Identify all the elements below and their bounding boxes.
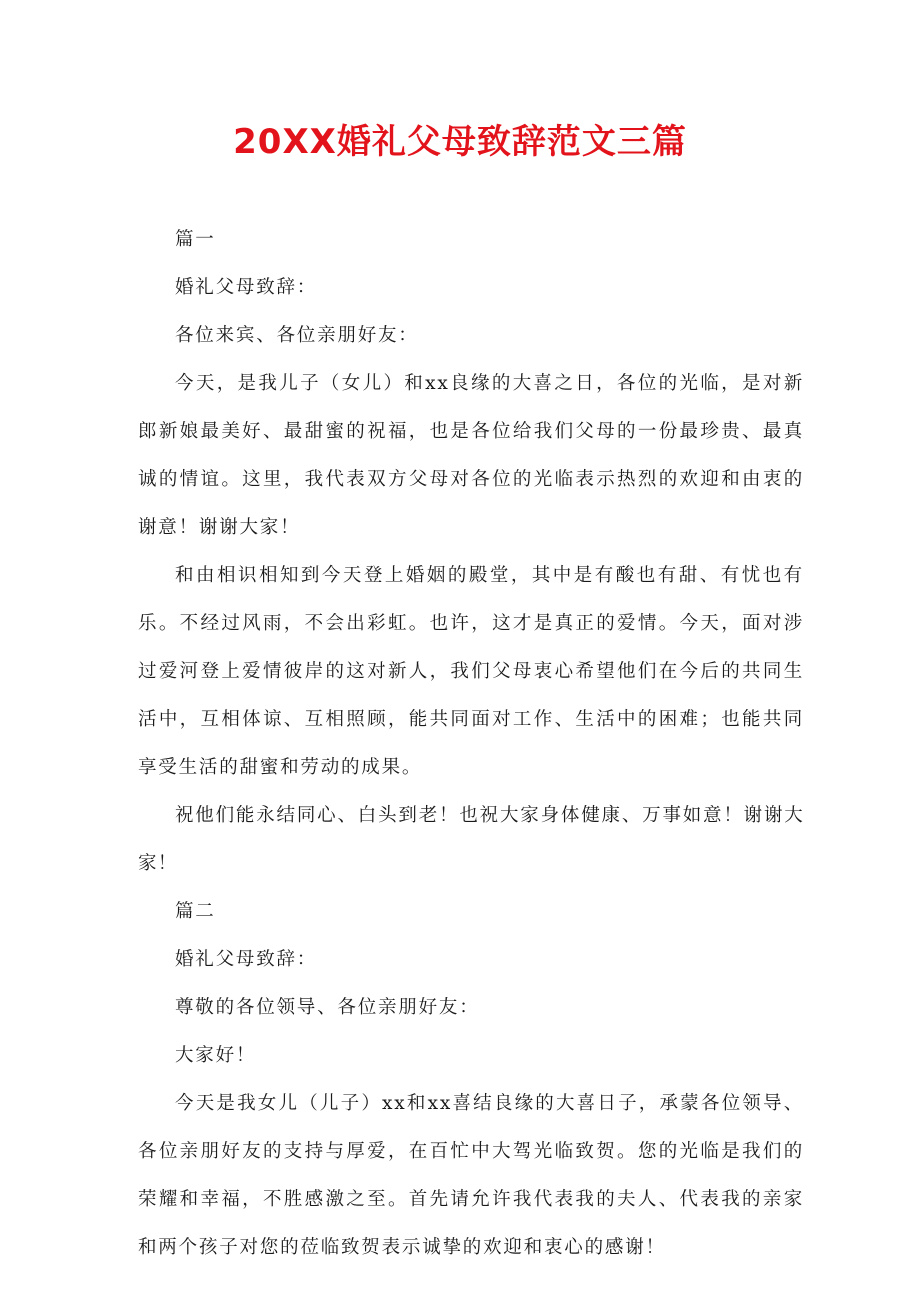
document-title: 20XX婚礼父母致辞范文三篇 <box>233 122 687 162</box>
section-heading-2: 篇二 <box>175 901 216 922</box>
salutation: 各位来宾、各位亲朋好友： <box>175 325 419 346</box>
speech-title: 婚礼父母致辞： <box>175 949 318 970</box>
section-heading-1: 篇一 <box>175 229 216 250</box>
body-paragraph: 和由相识相知到今天登上婚姻的殿堂，其中是有酸也有甜、有忧也有乐。不经过风雨，不会出彩虹。也许，这才是真正的爱情。今天，面对涉过爱河登上爱情彼岸的这对新人，我们父母衷心希望他们在今后的共同生活中，互相体谅、互相照顾，能共同面对工作、生活中的困难；也能共同享受生活的甜蜜和劳动的成果。 <box>138 565 804 778</box>
greeting: 大家好！ <box>175 1045 257 1066</box>
document-body <box>138 216 804 1272</box>
salutation: 尊敬的各位领导、各位亲朋好友： <box>175 997 480 1018</box>
body-paragraph: 今天是我女儿（儿子）xx和xx喜结良缘的大喜日子，承蒙各位领导、各位亲朋好友的支持与厚爱，在百忙中大驾光临致贺。您的光临是我们的荣耀和幸福，不胜感激之至。首先请允许我代表我的夫人、代表我的亲家和两个孩子对您的莅临致贺表示诚挚的欢迎和衷心的感谢！ <box>138 1093 804 1258</box>
speech-title: 婚礼父母致辞： <box>175 277 318 298</box>
body-paragraph: 祝他们能永结同心、白头到老！也祝大家身体健康、万事如意！谢谢大家！ <box>138 805 804 874</box>
body-paragraph: 今天，是我儿子（女儿）和xx良缘的大喜之日，各位的光临，是对新郎新娘最美好、最甜蜜的祝福，也是各位给我们父母的一份最珍贵、最真诚的情谊。这里，我代表双方父母对各位的光临表示热烈的欢迎和由衷的谢意！谢谢大家！ <box>138 373 804 538</box>
